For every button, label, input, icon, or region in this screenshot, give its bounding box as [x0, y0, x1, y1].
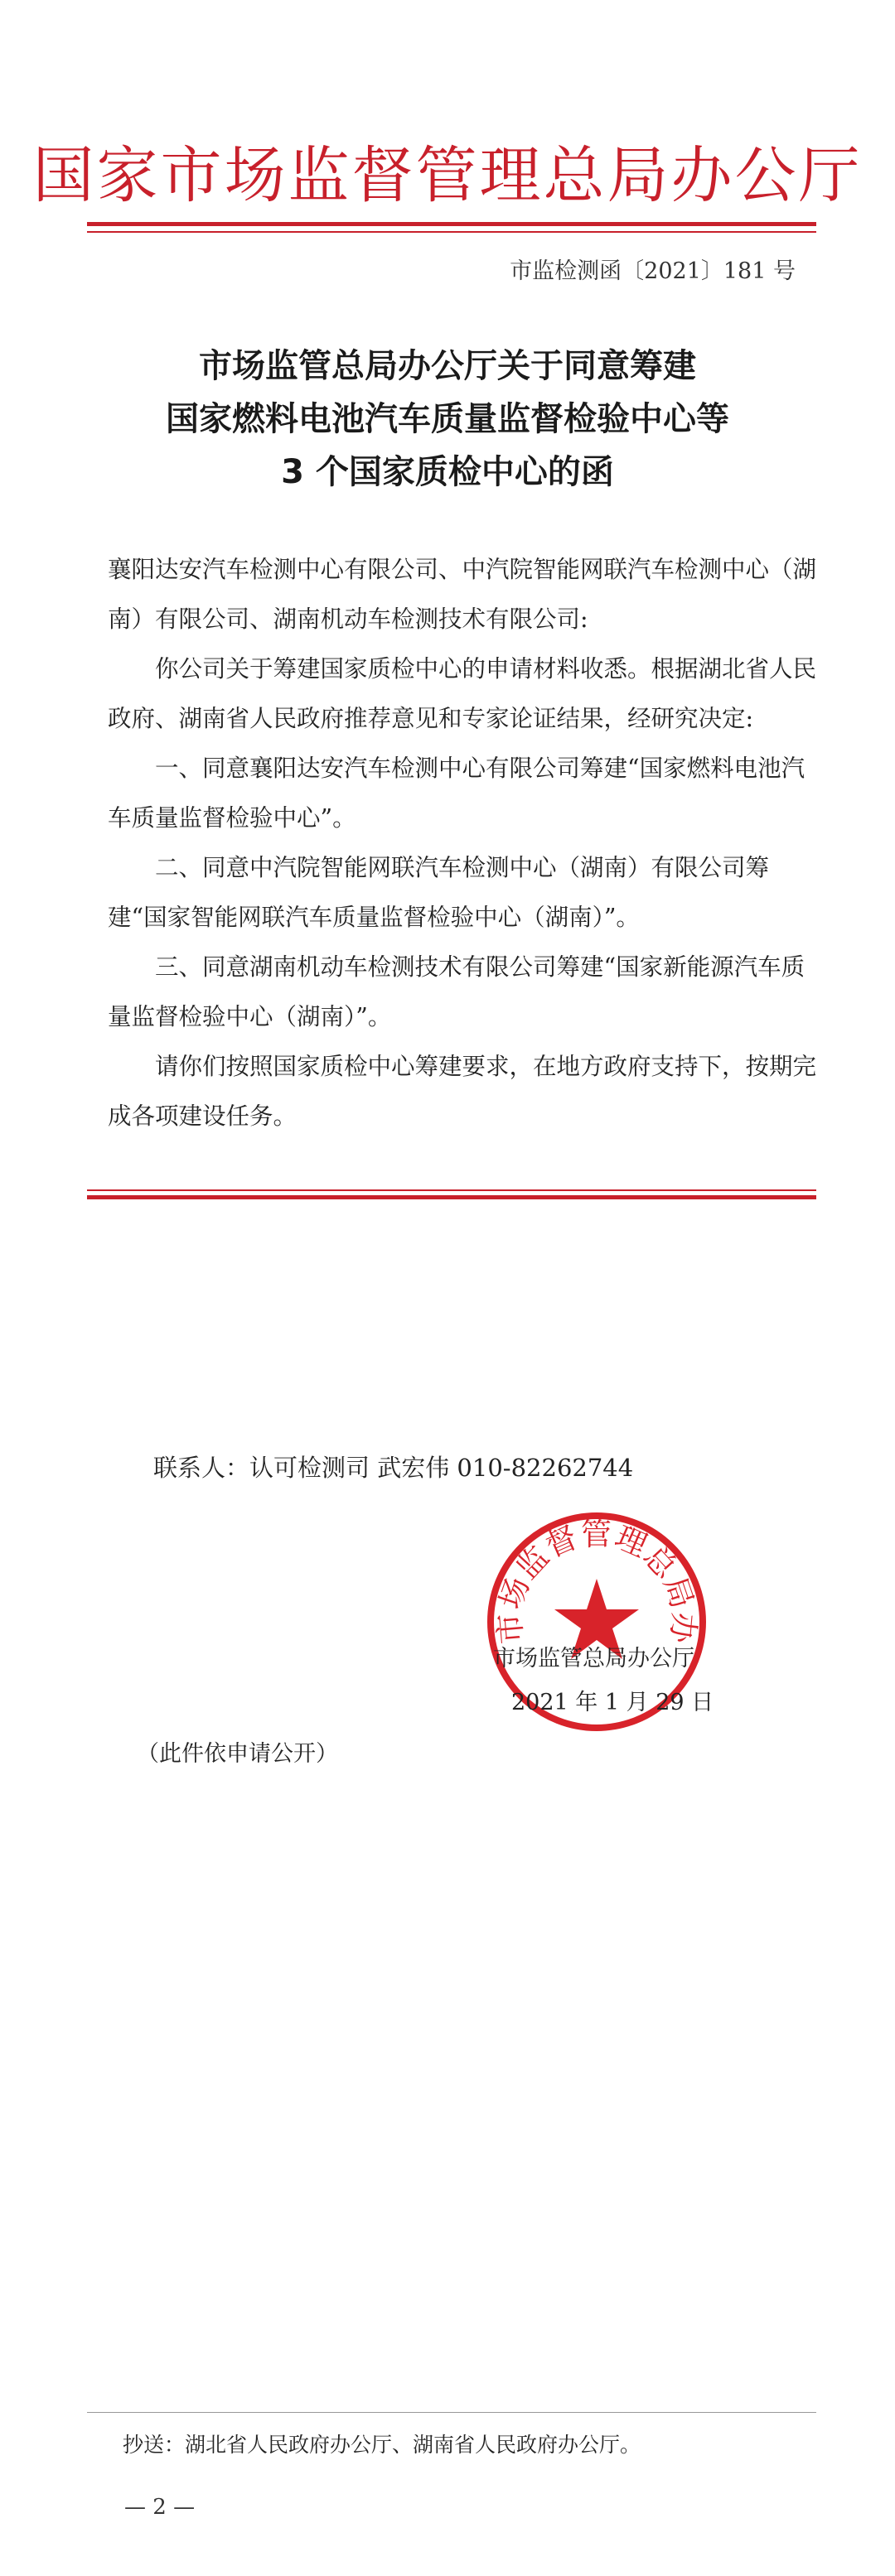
addressee: 襄阳达安汽车检测中心有限公司、中汽院智能网联汽车检测中心（湖南）有限公司、湖南机动车检测技术有限公司: [108, 556, 817, 633]
issuer-header-title: 国家市场监督管理总局办公厅 [32, 140, 863, 211]
body-rule-thin [87, 1189, 816, 1191]
seal-text-path: 市场监督管理总局办 [491, 1516, 703, 1646]
paragraph-item-3: 三、同意湖南机动车检测技术有限公司筹建“国家新能源汽车质量监督检验中心（湖南）”。 [108, 953, 806, 1030]
page-number: — 2 — [124, 2495, 196, 2520]
document-title-line-2: 国家燃料电池汽车质量监督检验中心等 [166, 400, 729, 438]
document-title-line-1: 市场监管总局办公厅关于同意筹建 [199, 347, 696, 385]
document-number: 市监检测函〔2021〕181 号 [510, 258, 796, 284]
public-disclosure-note: （此件依申请公开） [137, 1741, 338, 1767]
document-body [108, 545, 820, 1141]
paragraph-item-1: 一、同意襄阳达安汽车检测中心有限公司筹建“国家燃料电池汽车质量监督检验中心”。 [108, 755, 806, 832]
carbon-copy-line: 抄送：湖北省人民政府办公厅、湖南省人民政府办公厅。 [123, 2433, 641, 2457]
header-rule-thick [87, 222, 816, 226]
document-title-line-3: 3 个国家质检中心的函 [281, 453, 614, 491]
contact-person: 联系人：认可检测司 武宏伟 010-82262744 [153, 1454, 634, 1482]
paragraph-item-2: 二、同意中汽院智能网联汽车检测中心（湖南）有限公司筹建“国家智能网联汽车质量监督检验中心（湖南）”。 [108, 854, 770, 931]
paragraph-closing: 请你们按照国家质检中心筹建要求，在地方政府支持下，按期完成各项建设任务。 [108, 1053, 817, 1130]
header-rule-thin [87, 231, 816, 233]
paragraph-intro: 你公司关于筹建国家质检中心的申请材料收悉。根据湖北省人民政府、湖南省人民政府推荐意见和专家论证结果，经研究决定: [108, 655, 817, 732]
body-rule-thick [87, 1195, 816, 1199]
signature-date: 2021 年 1 月 29 日 [511, 1690, 714, 1715]
document-title [0, 340, 895, 499]
signature-organization: 市场监管总局办公厅 [493, 1646, 694, 1672]
footer-rule [87, 2412, 816, 2413]
